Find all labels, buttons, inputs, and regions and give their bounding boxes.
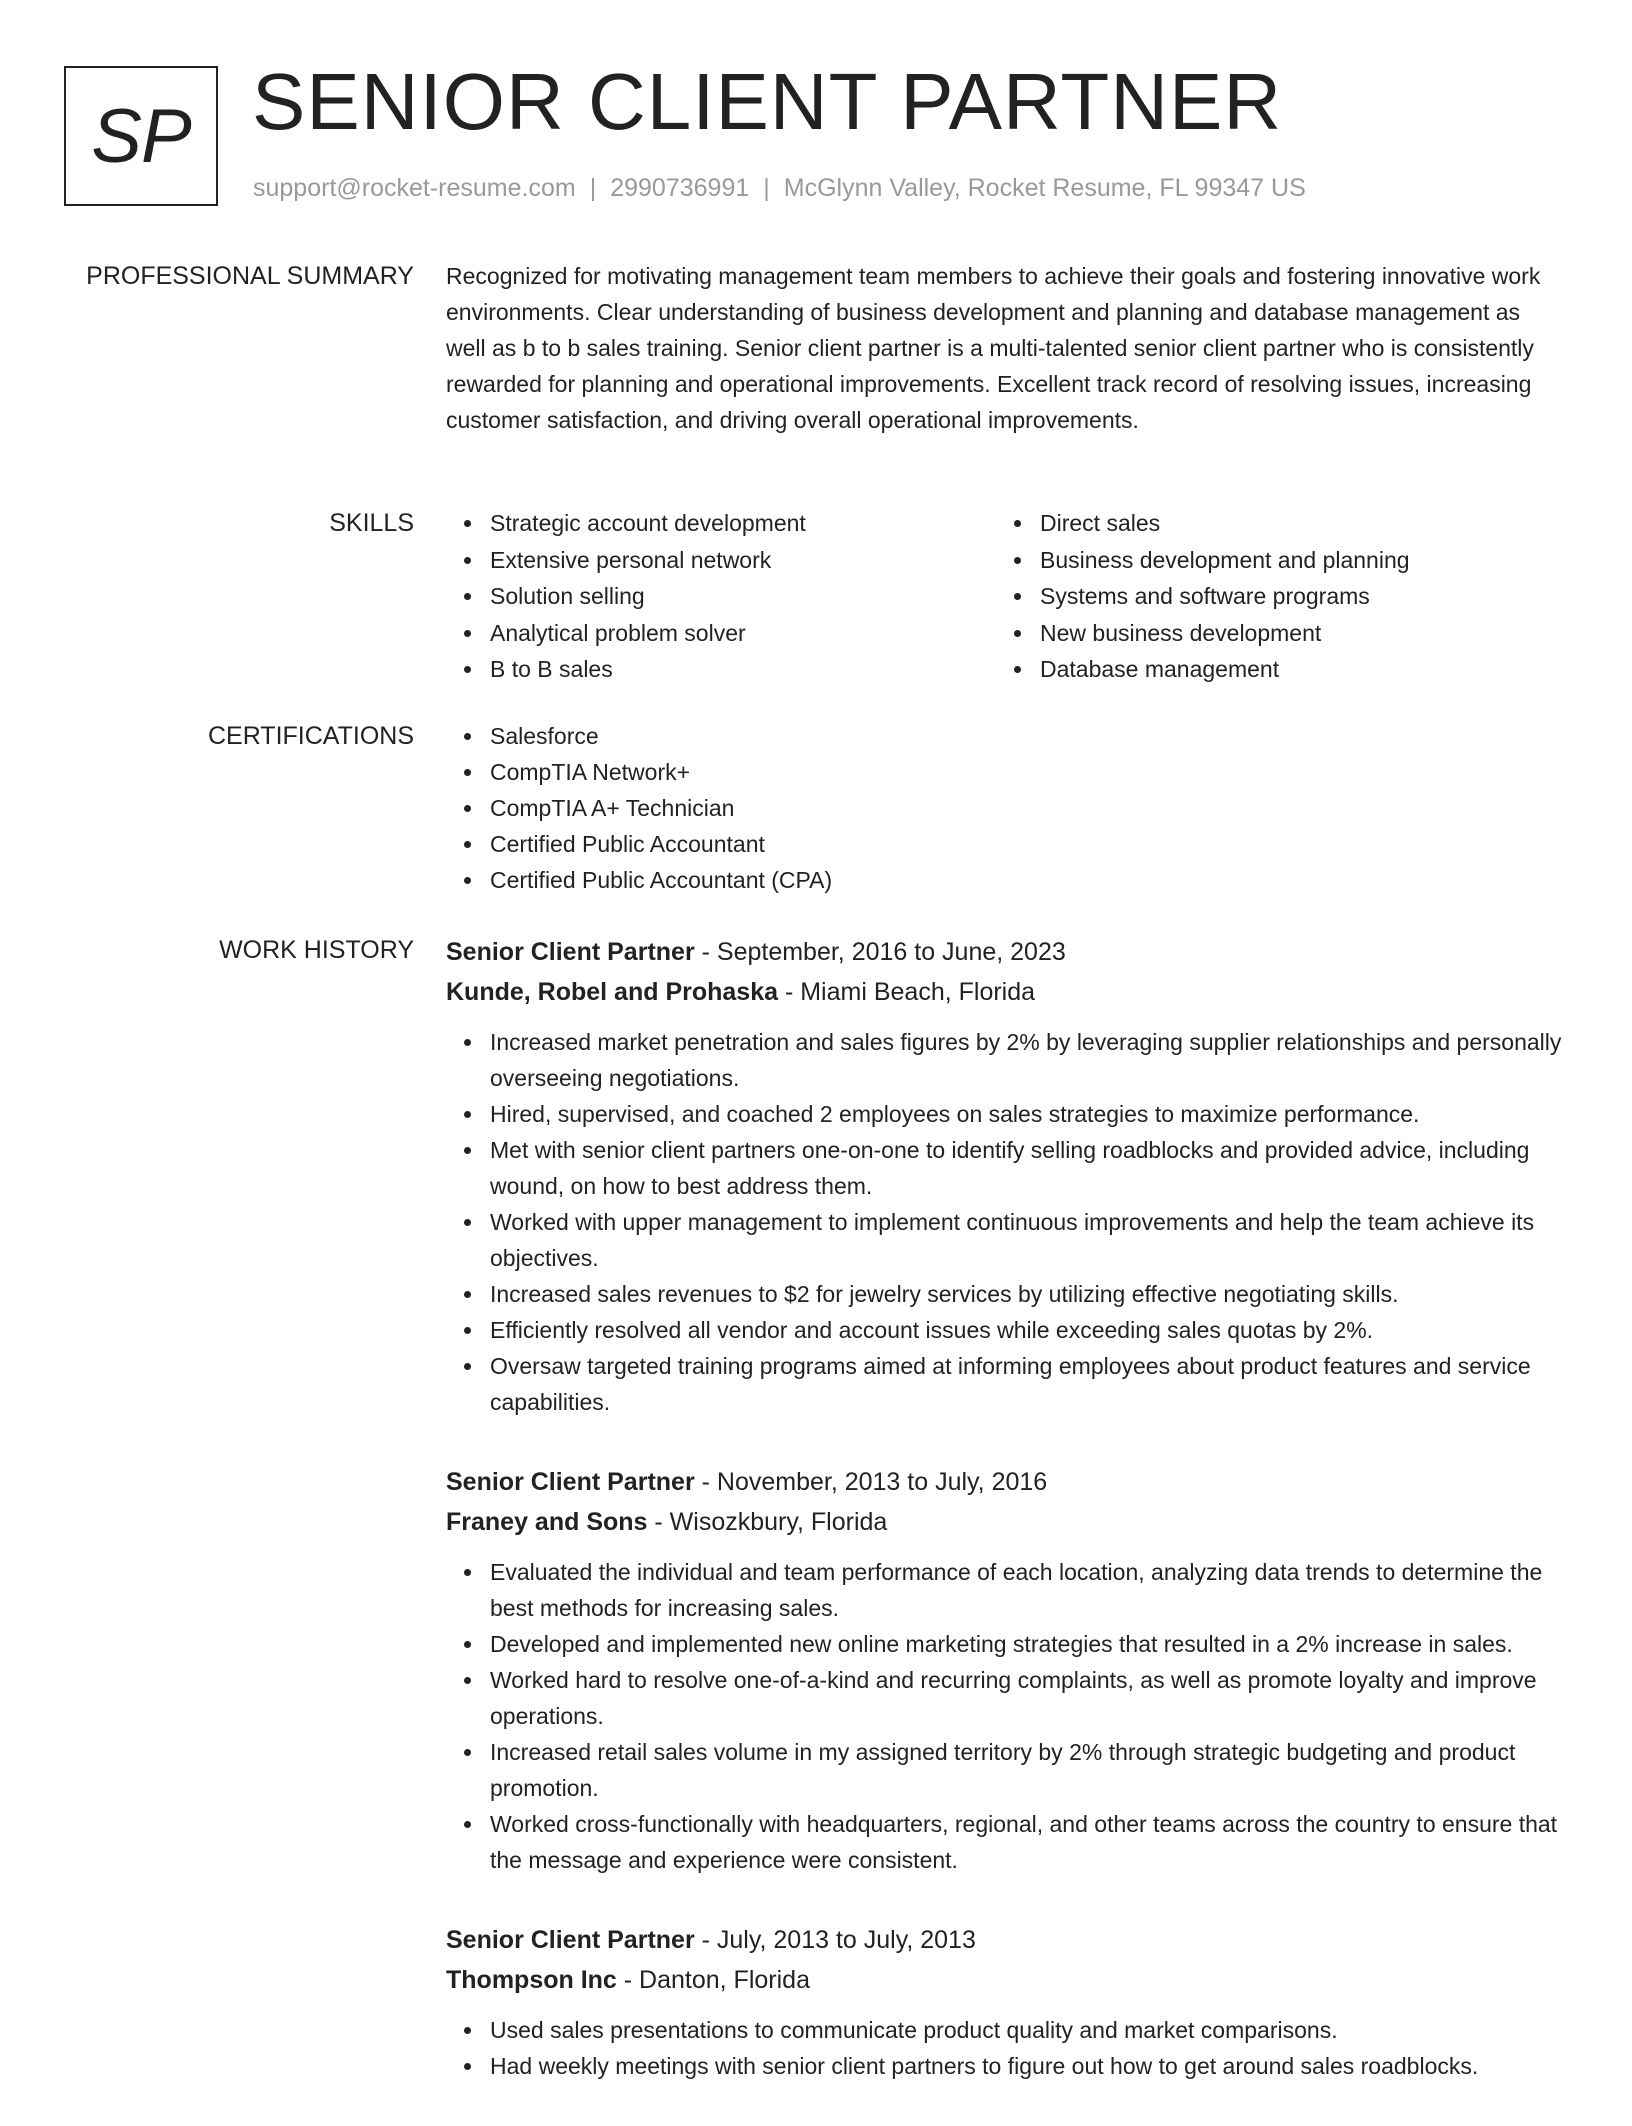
skill-item: Extensive personal network (490, 542, 996, 579)
skill-item: Strategic account development (490, 505, 996, 542)
certification-item: Salesforce (490, 718, 1566, 754)
job-role: Senior Client Partner (446, 1468, 695, 1496)
skill-item: New business development (1040, 615, 1546, 652)
skill-item: Business development and planning (1040, 542, 1546, 579)
job-bullet: Increased market penetration and sales figures by 2% by leveraging supplier relationships and personally overseeing negotiations. (490, 1024, 1566, 1096)
monogram-logo: SP (64, 66, 218, 206)
job-location: - Wisozkbury, Florida (647, 1508, 888, 1536)
page-title: SENIOR CLIENT PARTNER (252, 57, 1283, 146)
job-role-line (446, 1462, 1566, 1502)
certification-item: CompTIA Network+ (490, 754, 1566, 790)
job-role-line (446, 932, 1566, 972)
summary-text: Recognized for motivating management team members to achieve their goals and fostering innovative work environments. Clear understanding of business development and planning and database management as well as b to b sales training. Senior client partner is a multi-talented senior client partner who is consistently rewarded for planning and operational improvements. Excellent track record of resolving issues, increasing customer satisfaction, and driving overall operational improvements. (446, 263, 1541, 433)
skill-item: Analytical problem solver (490, 615, 996, 652)
job-company: Kunde, Robel and Prohaska (446, 978, 779, 1006)
job-bullet: Used sales presentations to communicate product quality and market comparisons. (490, 2012, 1566, 2048)
job-bullet: Increased retail sales volume in my assigned territory by 2% through strategic budgeting and product promotion. (490, 1734, 1566, 1806)
job-bullets (446, 1554, 1566, 1878)
contact-phone[interactable]: 2990736991 (610, 174, 750, 202)
job-entry (446, 1920, 1566, 2084)
contact-address: McGlynn Valley, Rocket Resume, FL 99347 US (783, 174, 1306, 202)
job-dates: - July, 2013 to July, 2013 (694, 1926, 976, 1954)
skills-list-right (996, 505, 1546, 688)
contact-line (253, 174, 1306, 203)
section-title-summary: PROFESSIONAL SUMMARY (86, 262, 414, 290)
certifications-list (446, 718, 1566, 898)
section-title-skills: SKILLS (329, 509, 414, 537)
certification-item: CompTIA A+ Technician (490, 790, 1566, 826)
job-entry (446, 1462, 1566, 1878)
job-bullet: Met with senior client partners one-on-one to identify selling roadblocks and provided advice, including wound, on how to best address them. (490, 1132, 1566, 1204)
contact-separator: | (763, 174, 770, 202)
job-dates: - November, 2013 to July, 2016 (694, 1468, 1048, 1496)
job-company-line (446, 1502, 1566, 1542)
job-bullet: Developed and implemented new online marketing strategies that resulted in a 2% increase in sales. (490, 1626, 1566, 1662)
job-entry (446, 932, 1566, 1420)
job-role-line (446, 1920, 1566, 1960)
job-location: - Miami Beach, Florida (778, 978, 1036, 1006)
skill-item: Direct sales (1040, 505, 1546, 542)
job-bullets (446, 2012, 1566, 2084)
job-company: Thompson Inc (446, 1966, 617, 1994)
job-bullet: Increased sales revenues to $2 for jewelry services by utilizing effective negotiating skills. (490, 1276, 1566, 1312)
section-title-work-history: WORK HISTORY (219, 936, 414, 964)
job-bullet: Worked hard to resolve one-of-a-kind and recurring complaints, as well as promote loyalty and improve operations. (490, 1662, 1566, 1734)
job-company-line (446, 972, 1566, 1012)
job-bullet: Oversaw targeted training programs aimed at informing employees about product features and service capabilities. (490, 1348, 1566, 1420)
certification-item: Certified Public Accountant (CPA) (490, 862, 1566, 898)
contact-separator: | (589, 174, 597, 202)
job-bullet: Worked with upper management to implement continuous improvements and help the team achieve its objectives. (490, 1204, 1566, 1276)
skill-item: Systems and software programs (1040, 578, 1546, 615)
job-location: - Danton, Florida (616, 1966, 810, 1994)
certification-item: Certified Public Accountant (490, 826, 1566, 862)
job-dates: - September, 2016 to June, 2023 (694, 938, 1066, 966)
job-bullet: Hired, supervised, and coached 2 employees on sales strategies to maximize performance. (490, 1096, 1566, 1132)
job-company-line (446, 1960, 1566, 2000)
skill-item: B to B sales (490, 651, 996, 688)
job-bullet: Efficiently resolved all vendor and account issues while exceeding sales quotas by 2%. (490, 1312, 1566, 1348)
job-bullet: Worked cross-functionally with headquarters, regional, and other teams across the country to ensure that the message and experience were consistent. (490, 1806, 1566, 1878)
job-company: Franey and Sons (446, 1508, 648, 1536)
skill-item: Database management (1040, 651, 1546, 688)
job-bullet: Evaluated the individual and team performance of each location, analyzing data trends to determine the best methods for increasing sales. (490, 1554, 1566, 1626)
job-role: Senior Client Partner (446, 1926, 695, 1954)
skills-list-left (446, 505, 996, 688)
job-bullets (446, 1024, 1566, 1420)
contact-email[interactable]: support@rocket-resume.com (253, 174, 576, 202)
job-role: Senior Client Partner (446, 938, 695, 966)
job-bullet: Had weekly meetings with senior client partners to figure out how to get around sales roadblocks. (490, 2048, 1566, 2084)
skill-item: Solution selling (490, 578, 996, 615)
section-title-certifications: CERTIFICATIONS (207, 722, 414, 750)
